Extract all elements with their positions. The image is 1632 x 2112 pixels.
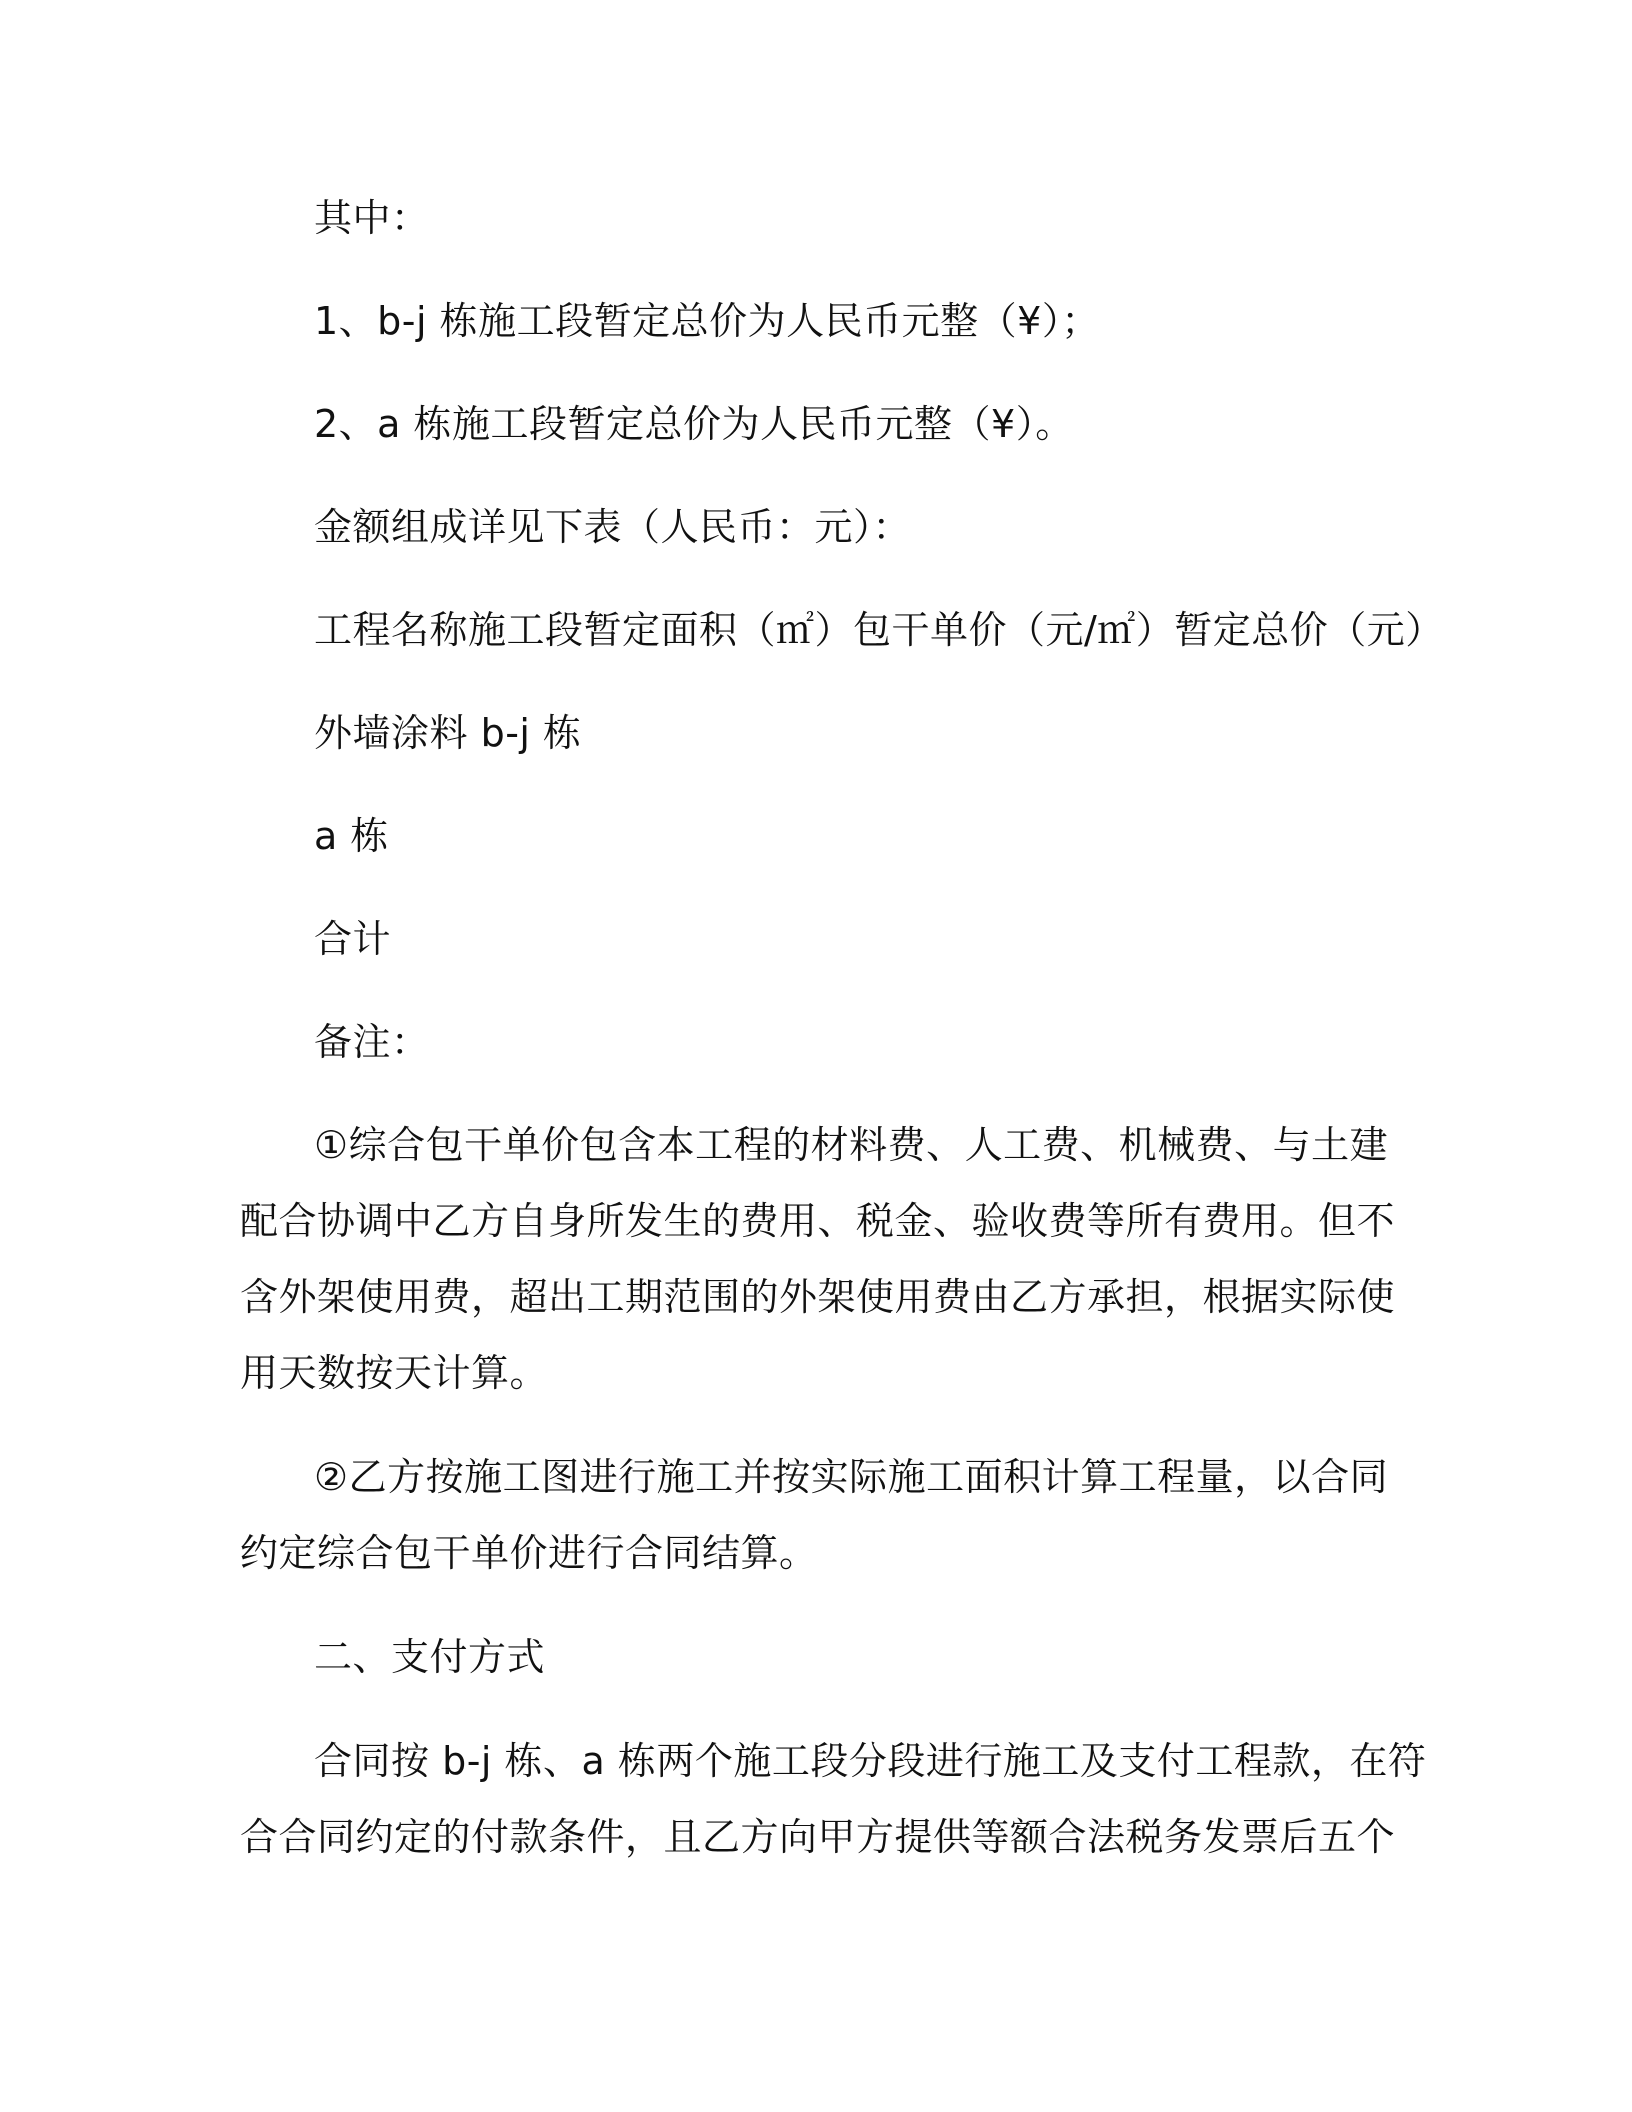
text-line: 1、b-j 栋施工段暂定总价为人民币元整（¥）； bbox=[314, 299, 1100, 343]
table-row-line: 外墙涂料 b-j 栋 bbox=[314, 711, 582, 755]
section-heading-payment: 二、支付方式 bbox=[314, 1635, 546, 1679]
table-header-line: 工程名称施工段暂定面积（㎡）包干单价（元/㎡）暂定总价（元） bbox=[314, 608, 1444, 652]
remark-1-line: ①综合包干单价包含本工程的材料费、人工费、机械费、与土建 bbox=[314, 1123, 1389, 1167]
text-line: 金额组成详见下表（人民币：元）： bbox=[314, 505, 912, 549]
table-total-line: 合计 bbox=[314, 917, 392, 961]
text-line: 其中： bbox=[314, 196, 430, 240]
table-row-line: a 栋 bbox=[314, 814, 389, 858]
remark-1-line: 含外架使用费，超出工期范围的外架使用费由乙方承担，根据实际使 bbox=[240, 1275, 1396, 1319]
remark-1-line: 用天数按天计算。 bbox=[240, 1351, 549, 1395]
payment-paragraph-line: 合合同约定的付款条件，且乙方向甲方提供等额合法税务发票后五个 bbox=[240, 1815, 1396, 1859]
remark-2-line: 约定综合包干单价进行合同结算。 bbox=[240, 1531, 818, 1575]
remark-2-line: ②乙方按施工图进行施工并按实际施工面积计算工程量，以合同 bbox=[314, 1455, 1389, 1499]
text-line: 2、a 栋施工段暂定总价为人民币元整（¥）。 bbox=[314, 402, 1074, 446]
payment-paragraph-line: 合同按 b-j 栋、a 栋两个施工段分段进行施工及支付工程款，在符 bbox=[314, 1739, 1427, 1783]
remark-1-line: 配合协调中乙方自身所发生的费用、税金、验收费等所有费用。但不 bbox=[240, 1199, 1396, 1243]
remarks-heading: 备注： bbox=[314, 1020, 430, 1064]
